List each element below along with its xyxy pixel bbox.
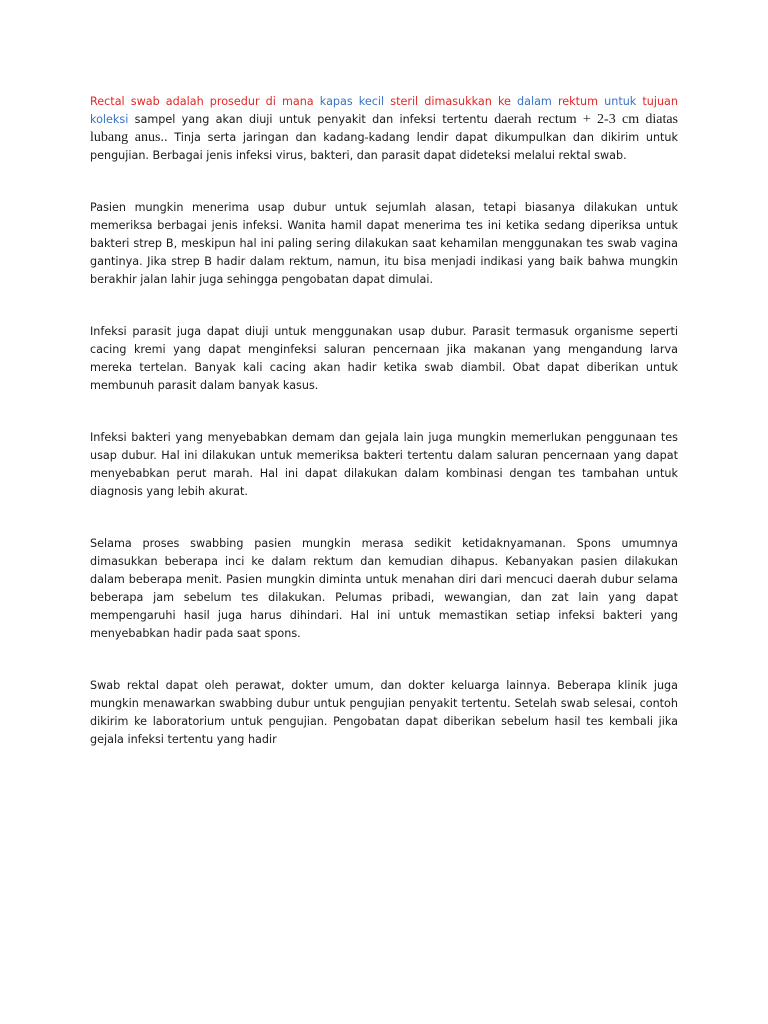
intro-serif-text: daerah rectum + 2-3 cm diatas lubang anus.. (90, 112, 678, 145)
intro-red-text-2: steril dimasukkan ke (384, 95, 518, 108)
paragraph-providers: Swab rektal dapat oleh perawat, dokter umum, dan dokter keluarga lainnya. Beberapa klinik juga mungkin menawarkan swabbing dubur untuk pengujian penyakit tertentu. Setelah swab selesai, contoh dikirim ke laboratorium untuk pengujian. Pengobatan dapat diberikan sebelum hasil tes kembali jika gejala infeksi tertentu yang hadir (90, 679, 678, 746)
document-page (90, 93, 678, 749)
paragraph-parasites: Infeksi parasit juga dapat diuji untuk menggunakan usap dubur. Parasit termasuk organisme seperti cacing kremi yang dapat menginfeksi saluran pencernaan jika makanan yang mengandung larva mereka tertelan. Banyak kali cacing akan hadir ketika swab diambil. Obat dapat diberikan untuk membunuh parasit dalam banyak kasus. (90, 325, 678, 392)
paragraph-procedure: Selama proses swabbing pasien mungkin merasa sedikit ketidaknyamanan. Spons umumnya dimasukkan beberapa inci ke dalam rektum dan kemudian dihapus. Kebanyakan pasien dilakukan dalam beberapa menit. Pasien mungkin diminta untuk menahan diri dari mencuci daerah dubur selama beberapa jam sebelum tes dilakukan. Pelumas pribadi, wewangian, dan zat lain yang dapat mempengaruhi hasil juga harus dihindari. Hal ini untuk memastikan setiap infeksi bakteri yang menyebabkan hadir pada saat spons. (90, 537, 678, 640)
paragraph-intro (90, 93, 678, 165)
intro-red-text-3: rektum (551, 95, 605, 108)
intro-blue-text-3: untuk (604, 95, 637, 108)
intro-body-text-2: Tinja serta jaringan dan kadang-kadang lendir dapat dikumpulkan dan dikirim untuk pengujian. Berbagai jenis infeksi virus, bakteri, dan parasit dapat dideteksi melalui rektal swab. (90, 131, 679, 162)
intro-blue-text-1: kapas kecil (319, 95, 385, 108)
paragraph-bacteria: Infeksi bakteri yang menyebabkan demam dan gejala lain juga mungkin memerlukan penggunaan tes usap dubur. Hal ini dilakukan untuk memeriksa bakteri tertentu dalam saluran pencernaan yang dapat menyebabkan perut marah. Hal ini dapat dilakukan dalam kombinasi dengan tes tambahan untuk diagnosis yang lebih akurat. (90, 431, 678, 498)
intro-red-text-1: Rectal swab adalah prosedur di mana (90, 95, 320, 108)
intro-body-text-1: sampel yang akan diuji untuk penyakit dan infeksi tertentu (128, 113, 495, 126)
intro-blue-text-2: dalam (517, 95, 552, 108)
intro-blue-text-4: koleksi (90, 113, 129, 126)
paragraph-reasons: Pasien mungkin menerima usap dubur untuk sejumlah alasan, tetapi biasanya dilakukan untuk memeriksa berbagai jenis infeksi. Wanita hamil dapat menerima tes ini ketika sedang diperiksa untuk bakteri strep B, meskipun hal ini paling sering dilakukan saat kehamilan menggunakan tes swab vagina gantinya. Jika strep B hadir dalam rektum, namun, itu bisa menjadi indikasi yang baik bahwa mungkin berakhir jalan lahir juga sehingga pengobatan dapat dimulai. (90, 201, 678, 286)
intro-red-text-4: tujuan (636, 95, 679, 108)
